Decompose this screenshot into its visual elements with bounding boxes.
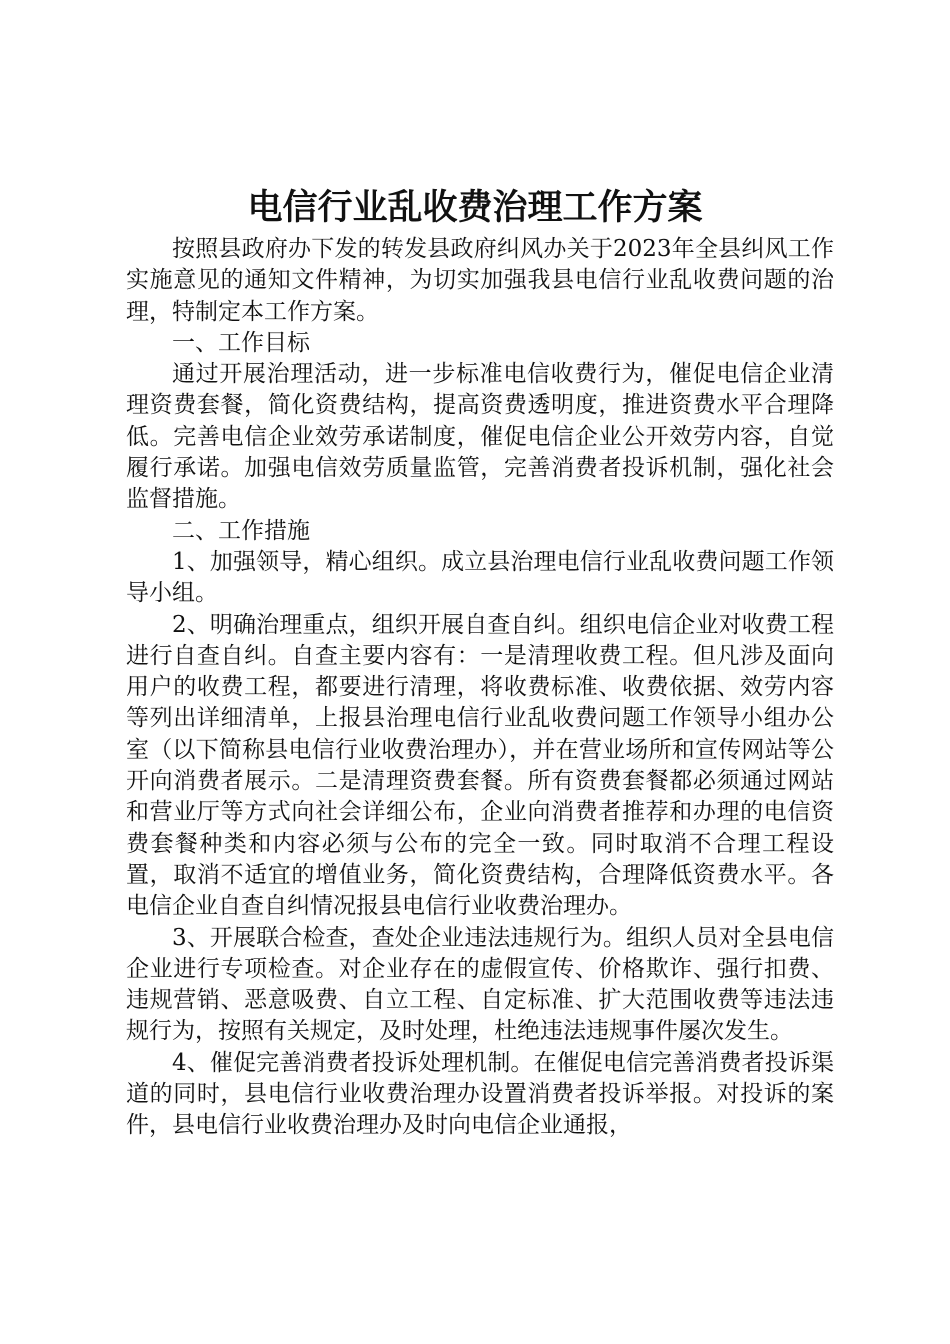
document-body — [126, 234, 834, 1142]
intro-paragraph: 按照县政府办下发的转发县政府纠风办关于2023年全县纠风工作实施意见的通知文件精神，为切实加强我县电信行业乱收费问题的治理，特制定本工作方案。 — [126, 236, 834, 325]
section-heading-measures: 二、工作措施 — [172, 517, 310, 544]
goals-paragraph: 通过开展治理活动，进一步标准电信收费行为，催促电信企业清理资费套餐，简化资费结构，提高资费透明度，推进资费水平合理降低。完善电信企业效劳承诺制度，催促电信企业公开效劳内容，自觉履行承诺。加强电信效劳质量监管，完善消费者投诉机制，强化社会监督措施。 — [126, 361, 834, 513]
measure-paragraph-2: 2、明确治理重点，组织开展自查自纠。组织电信企业对收费工程进行自查自纠。自查主要内容有：一是清理收费工程。但凡涉及面向用户的收费工程，都要进行清理，将收费标准、收费依据、效劳内容等列出详细清单，上报县治理电信行业乱收费问题工作领导小组办公室（以下简称县电信行业收费治理办），并在营业场所和宣传网站等公开向消费者展示。二是清理资费套餐。所有资费套餐都必须通过网站和营业厅等方式向社会详细公布，企业向消费者推荐和办理的电信资费套餐种类和内容必须与公布的完全一致。同时取消不合理工程设置，取消不适宜的增值业务，简化资费结构，合理降低资费水平。各电信企业自查自纠情况报县电信行业收费治理办。 — [126, 611, 834, 920]
document-title: 电信行业乱收费治理工作方案 — [247, 187, 703, 228]
measure-paragraph-1: 1、加强领导，精心组织。成立县治理电信行业乱收费问题工作领导小组。 — [126, 548, 834, 607]
measure-paragraph-4: 4、催促完善消费者投诉处理机制。在催促电信完善消费者投诉渠道的同时，县电信行业收费治理办设置消费者投诉举报。对投诉的案件，县电信行业收费治理办及时向电信企业通报， — [126, 1049, 834, 1139]
measure-paragraph-3: 3、开展联合检查，查处企业违法违规行为。组织人员对全县电信企业进行专项检查。对企业存在的虚假宣传、价格欺诈、强行扣费、违规营销、恶意吸费、自立工程、自定标准、扩大范围收费等违法违规行为，按照有关规定，及时处理，杜绝违法违规事件屡次发生。 — [126, 924, 834, 1045]
section-heading-goals: 一、工作目标 — [172, 329, 310, 356]
